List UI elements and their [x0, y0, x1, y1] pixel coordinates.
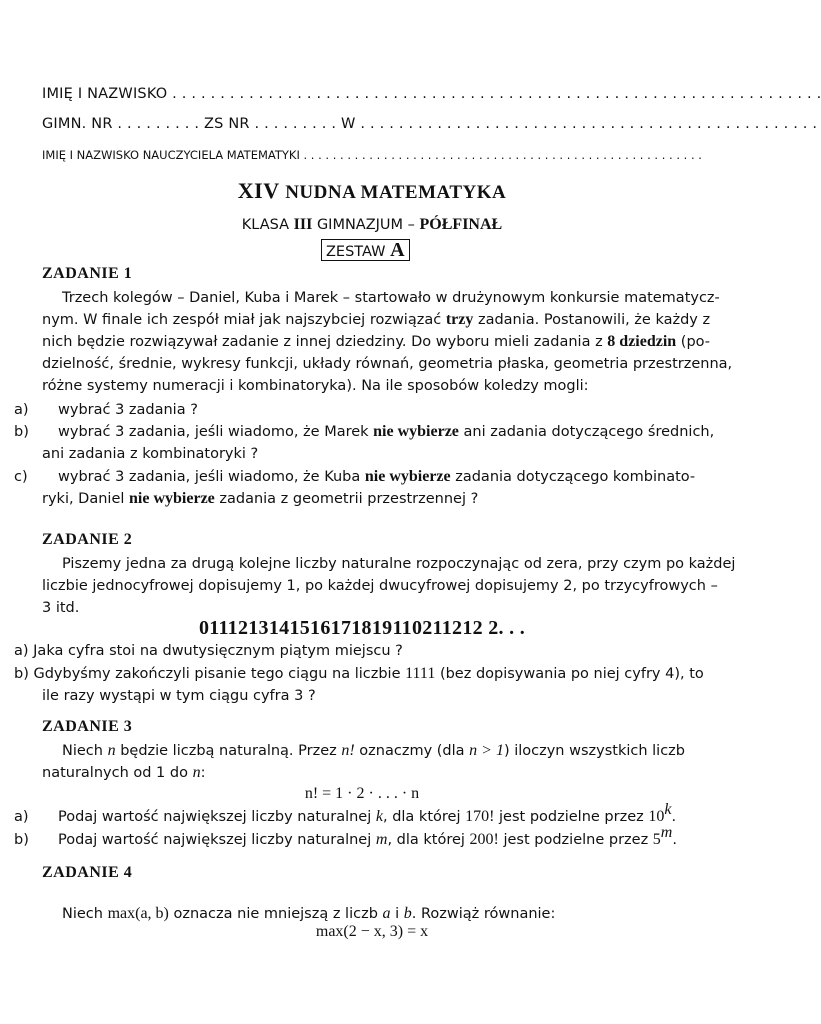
task1-heading: ZADANIE 1	[42, 265, 133, 282]
page-subtitle: KLASA III GIMNAZJUM – PÓŁFINAŁ	[241, 216, 503, 233]
task1-line: nich będzie rozwiązywał zadanie z innej dziedziny. Do wyboru mieli zadania z 8 dziedzin (po-	[42, 333, 711, 350]
task2-b-text: b) Gdybyśmy zakończyli pisanie tego ciągu na liczbie 1111 (bez dopisywania po niej cyfry 4), to	[14, 665, 704, 682]
digit-sequence: 0111213141516171819110211212 2. . .	[198, 617, 526, 639]
task2-line: 3 itd.	[42, 600, 80, 616]
school-field-line: GIMN. NR . . . . . . . . . ZS NR . . . . . . . . . W . . . . . . . . . . . . . . . . . . . . . . . . . . . . . . . . . . . . . . . . . . . . . . . .	[42, 116, 818, 132]
task3-heading: ZADANIE 3	[42, 718, 133, 735]
set-box: ZESTAW A	[321, 239, 410, 261]
task3-line: naturalnych od 1 do n:	[42, 764, 206, 781]
task3-line: Niech n będzie liczbą naturalną. Przez n! oznaczmy (dla n > 1) iloczyn wszystkich liczb	[62, 742, 685, 759]
task1-c-text-cont: ryki, Daniel nie wybierze zadania z geometrii przestrzennej ?	[42, 490, 479, 507]
task1-line: nym. W finale ich zespół miał jak najszybciej rozwiązać trzy zadania. Postanowili, że każdy z	[42, 311, 711, 328]
task2-heading: ZADANIE 2	[42, 531, 133, 548]
task3-a-label: a)	[14, 809, 29, 825]
task1-line: dzielność, średnie, wykresy funkcji, układy równań, geometria płaska, geometria przestrzenna,	[42, 356, 733, 372]
task1-b-text: wybrać 3 zadania, jeśli wiadomo, że Marek nie wybierze ani zadania dotyczącego średnich,	[58, 423, 715, 440]
task4-line: Niech max(a, b) oznacza nie mniejszą z liczb a i b. Rozwiąż równanie:	[62, 905, 556, 922]
task3-b-label: b)	[14, 832, 29, 848]
title-roman: XIV	[237, 178, 280, 203]
task1-line: Trzech kolegów – Daniel, Kuba i Marek – startowało w drużynowym konkursie matematycz-	[62, 290, 720, 306]
task2-a-text: a) Jaka cyfra stoi na dwutysięcznym piątym miejscu ?	[14, 643, 403, 659]
teacher-field-line: IMIĘ I NAZWISKO NAUCZYCIELA MATEMATYKI . . . . . . . . . . . . . . . . . . . . . . . . . . . . . . . . . . . . . . . . . . . . . . . . . . . . . . .	[42, 148, 702, 162]
task1-a-text: wybrać 3 zadania ?	[58, 402, 198, 418]
task3-b-text: Podaj wartość największej liczby naturalnej m, dla której 200! jest podzielne przez 5$^m$.	[58, 824, 677, 848]
page-title	[0, 178, 744, 204]
task1-c-label: c)	[14, 469, 28, 485]
name-field-line: IMIĘ I NAZWISKO . . . . . . . . . . . . . . . . . . . . . . . . . . . . . . . . . . . . . . . . . . . . . . . . . . . . . . . . . . . . . . . . . . . .	[42, 86, 821, 102]
task1-c-text: wybrać 3 zadania, jeśli wiadomo, że Kuba nie wybierze zadania dotyczącego kombinato-	[58, 468, 696, 485]
task1-line: różne systemy numeracji i kombinatoryka). Na ile sposobów koledzy mogli:	[42, 378, 589, 394]
factorial-formula: n! = 1 · 2 · . . . · n	[304, 785, 420, 802]
task1-b-label: b)	[14, 424, 29, 440]
task2-line: liczbie jednocyfrowej dopisujemy 1, po każdej dwucyfrowej dopisujemy 2, po trzycyfrowych –	[42, 578, 718, 594]
task1-b-text-cont: ani zadania z kombinatoryki ?	[42, 446, 259, 462]
task2-line: Piszemy jedna za drugą kolejne liczby naturalne rozpoczynając od zera, przy czym po każdej	[62, 556, 736, 572]
task4-equation: max(2 − x, 3) = x	[315, 923, 429, 940]
task3-a-text: Podaj wartość największej liczby naturalnej k, dla której 170! jest podzielne przez 10$^k$.	[58, 801, 677, 825]
title-name: NUDNA MATEMATYKA	[285, 182, 507, 203]
task2-b-text-cont: ile razy wystąpi w tym ciągu cyfra 3 ?	[42, 688, 316, 704]
task4-heading: ZADANIE 4	[42, 864, 133, 881]
task1-a-label: a)	[14, 402, 29, 418]
